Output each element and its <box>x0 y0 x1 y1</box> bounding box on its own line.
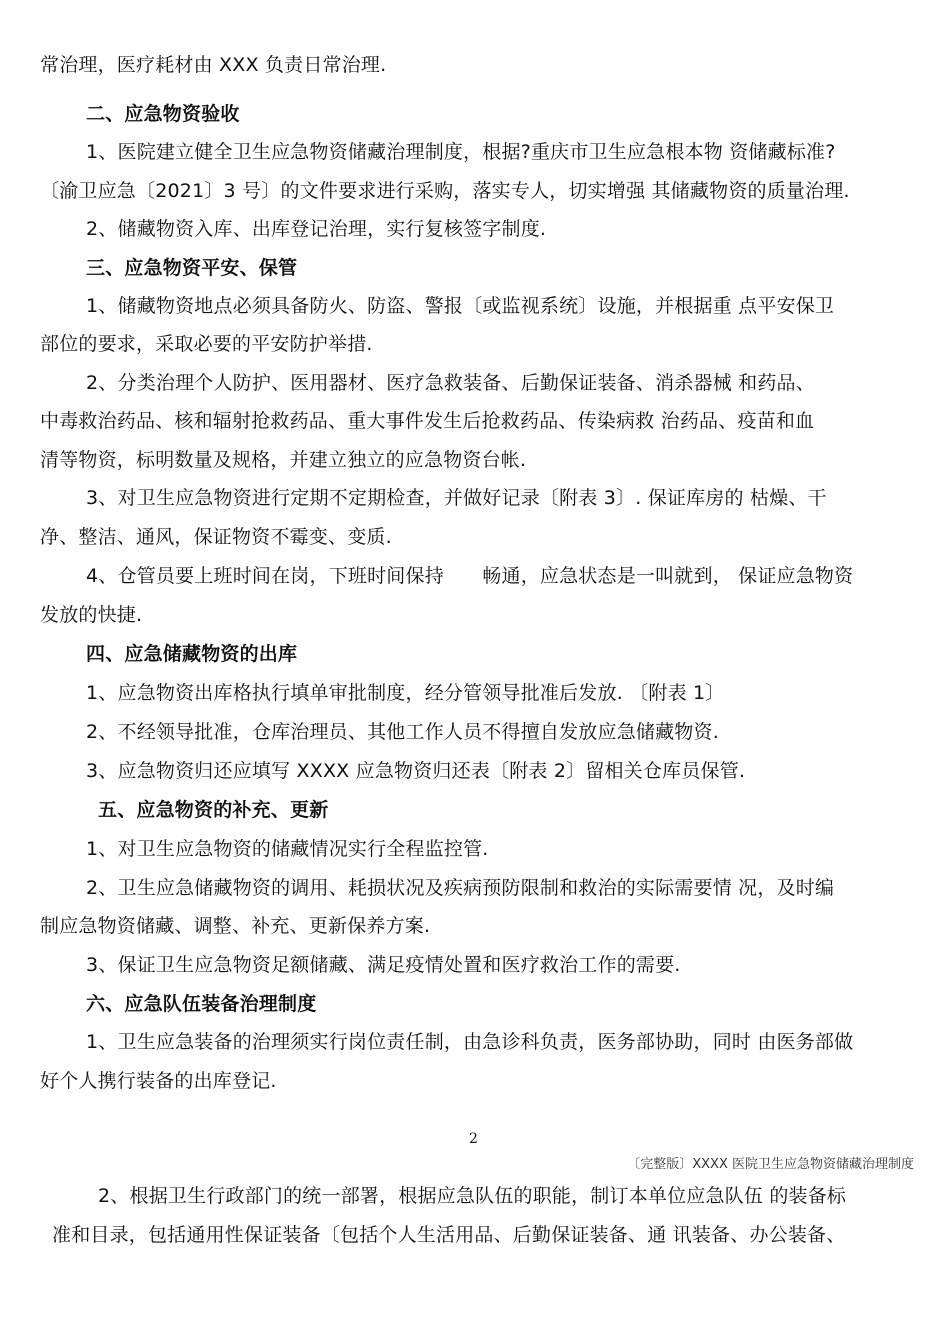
body-line: 清等物资，标明数量及规格，并建立独立的应急物资台帐. <box>40 449 527 471</box>
body-line: 1、对卫生应急物资的储藏情况实行全程监控管. <box>86 838 489 860</box>
body-line: 2、不经领导批准，仓库治理员、其他工作人员不得擅自发放应急储藏物资. <box>86 721 719 743</box>
body-line: 3、保证卫生应急物资足额储藏、满足疫情处置和医疗救治工作的需要. <box>86 954 681 976</box>
body-line: 制应急物资储藏、调整、补充、更新保养方案. <box>40 915 431 937</box>
body-line: 4、仓管员要上班时间在岗，下班时间保持 畅通，应急状态是一叫就到， 保证应急物资 <box>86 565 854 587</box>
section-heading: 二、应急物资验收 <box>86 103 240 125</box>
section-heading: 五、应急物资的补充、更新 <box>98 799 329 821</box>
body-line: 3、应急物资归还应填写 XXXX 应急物资归还表〔附表 2〕留相关仓库员保管. <box>86 760 746 782</box>
section-heading: 六、应急队伍装备治理制度 <box>86 993 317 1015</box>
body-line: 1、储藏物资地点必须具备防火、防盗、警报〔或监视系统〕设施，并根据重 点平安保卫 <box>86 295 835 317</box>
body-line: 好个人携行装备的出库登记. <box>40 1070 277 1092</box>
section-heading: 三、应急物资平安、保管 <box>86 257 298 279</box>
body-line: 净、整洁、通风，保证物资不霉变、变质. <box>40 526 392 548</box>
section-heading: 四、应急储藏物资的出库 <box>86 643 298 665</box>
running-header: 〔完整版〕XXXX 医院卫生应急物资储藏治理制度 <box>627 1157 914 1172</box>
body-line: 2、根据卫生行政部门的统一部署，根据应急队伍的职能，制订本单位应急队伍 的装备标 <box>98 1185 847 1207</box>
body-line: 2、分类治理个人防护、医用器材、医疗急救装备、后勤保证装备、消杀器械 和药品、 <box>86 372 815 394</box>
body-line: 3、对卫生应急物资进行定期不定期检查，并做好记录〔附表 3〕. 保证库房的 枯燥、干 <box>86 487 827 509</box>
body-line: 1、医院建立健全卫生应急物资储藏治理制度，根据?重庆市卫生应急根本物 资储藏标准? <box>86 141 836 163</box>
body-line: 1、卫生应急装备的治理须实行岗位责任制，由急诊科负责，医务部协助，同时 由医务部做 <box>86 1031 854 1053</box>
page-number: 2 <box>469 1131 478 1147</box>
body-line: 〔渝卫应急〔2021〕3 号〕的文件要求进行采购，落实专人，切实增强 其储藏物资的质量治理. <box>40 180 850 202</box>
body-line: 2、储藏物资入库、出库登记治理，实行复核签字制度. <box>86 218 547 240</box>
body-line: 中毒救治药品、核和辐射抢救药品、重大事件发生后抢救药品、传染病救 治药品、疫苗和血 <box>40 410 815 432</box>
body-line: 发放的快捷. <box>40 604 143 626</box>
body-line: 部位的要求，采取必要的平安防护举措. <box>40 333 373 355</box>
body-line: 2、卫生应急储藏物资的调用、耗损状况及疾病预防限制和救治的实际需要情 况，及时编 <box>86 877 835 899</box>
body-line: 常治理，医疗耗材由 XXX 负责日常治理. <box>40 54 387 76</box>
body-line: 准和目录，包括通用性保证装备〔包括个人生活用品、后勤保证装备、通 讯装备、办公装备、 <box>52 1224 846 1246</box>
body-line: 1、应急物资出库格执行填单审批制度，经分管领导批准后发放. 〔附表 1〕 <box>86 682 725 704</box>
